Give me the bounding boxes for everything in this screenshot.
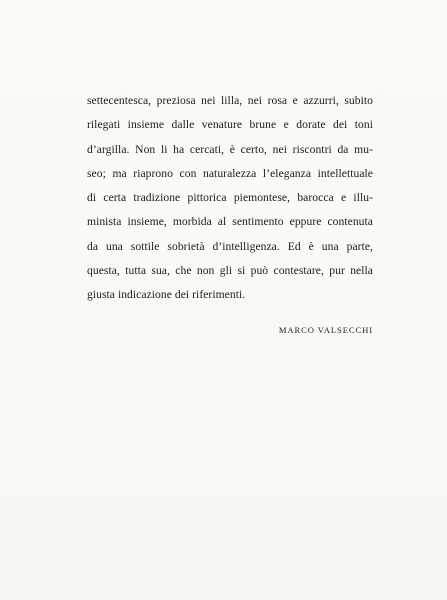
- text-line: rilegati insieme dalle venature brune e dorate dei toni: [87, 118, 373, 132]
- text-line: questa, tutta sua, che non gli si può contestare, pur nella: [87, 264, 373, 278]
- text-line: minista insieme, morbida al sentimento eppure contenuta: [87, 215, 373, 229]
- text-line: giusta indicazione dei riferimenti.: [87, 288, 246, 302]
- text-line: di certa tradizione pittorica piemontese, barocca e illu-: [87, 191, 373, 205]
- text-line: settecentesca, preziosa nei lilla, nei rosa e azzurri, subito: [87, 94, 373, 107]
- author-signature: MARCO VALSECCHI: [278, 325, 373, 335]
- essay-text: [87, 89, 373, 308]
- text-line: seo; ma riaprono con naturalezza l’eleganza intellettuale: [87, 166, 373, 180]
- text-line: da una sottile sobrietà d’intelligenza. Ed è una parte,: [87, 239, 373, 253]
- text-line: d’argilla. Non li ha cercati, è certo, nei riscontri da mu-: [87, 142, 373, 156]
